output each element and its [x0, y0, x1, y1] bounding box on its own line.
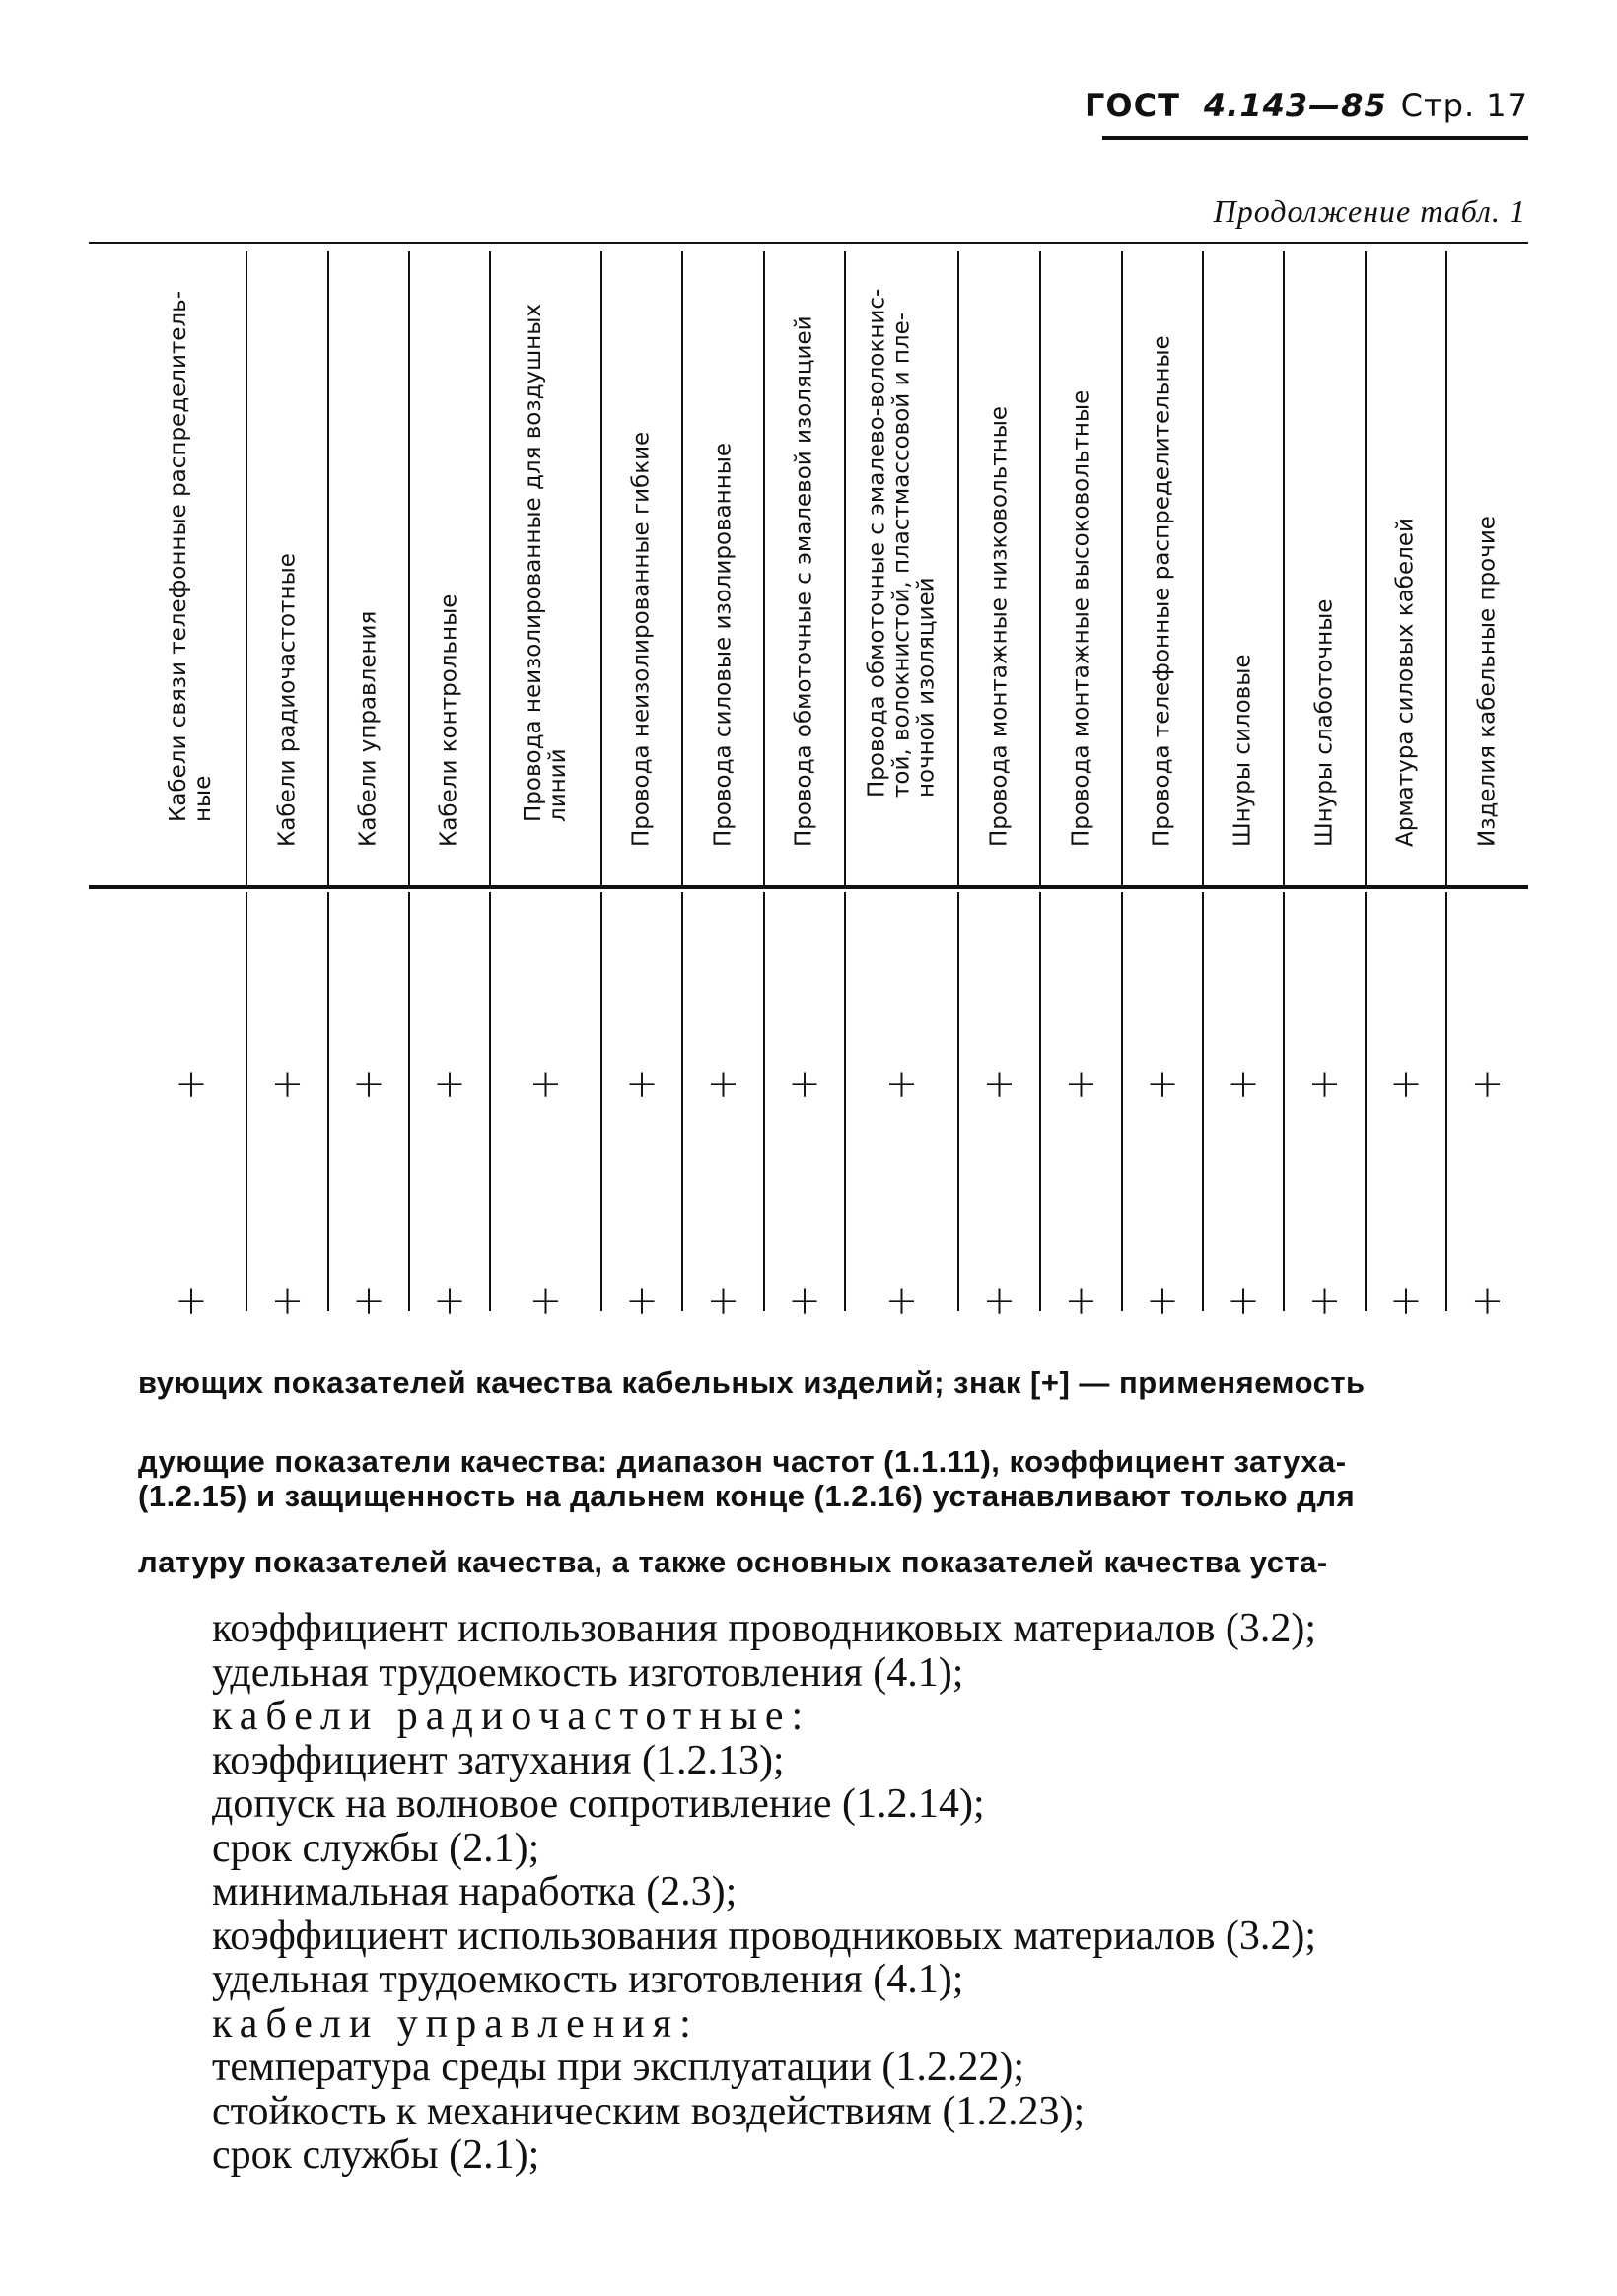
- column-header: [409, 244, 490, 885]
- applicability-mark: +: [1307, 1279, 1342, 1324]
- applicability-mark: +: [982, 1062, 1017, 1107]
- column-header-label: Кабели связи телефонные распределитель- ные: [166, 290, 216, 822]
- column-divider: [1039, 892, 1041, 1311]
- column-header: [601, 244, 682, 885]
- body-text: [212, 1607, 1523, 2178]
- header-rule: [1102, 136, 1528, 140]
- applicability-mark: +: [175, 1062, 208, 1107]
- column-divider: [763, 892, 765, 1311]
- column-divider: [1283, 892, 1285, 1311]
- applicability-mark: +: [706, 1279, 740, 1324]
- column-header: [1203, 244, 1284, 885]
- column-divider: [408, 892, 410, 1311]
- column-divider: [1365, 892, 1367, 1311]
- column-header-label: Кабели радиочастотные: [274, 553, 300, 847]
- body-line: срок службы (2.1);: [212, 1825, 540, 1871]
- applicability-mark: +: [1307, 1062, 1342, 1107]
- applicability-mark: +: [1389, 1279, 1423, 1324]
- body-line: минимальная наработка (2.3);: [212, 1869, 738, 1914]
- applicability-mark: +: [884, 1279, 919, 1324]
- column-header-label: Провода неизолированные гибкие: [628, 431, 655, 847]
- applicability-mark: +: [1470, 1279, 1505, 1324]
- column-divider: [957, 892, 959, 1311]
- column-header-label: Провода обмоточные с эмалево-волокнис- той, волокнистой, пластмассовой и пле- ночной изоляцией: [864, 288, 939, 798]
- applicability-mark: +: [433, 1279, 466, 1324]
- column-header-label: Изделия кабельные прочие: [1474, 516, 1500, 847]
- applicability-mark: +: [706, 1062, 740, 1107]
- column-header-label: Кабели управления: [355, 610, 382, 847]
- column-divider: [327, 892, 329, 1311]
- note-line-2: дующие показатели качества: диапазон частот (1.1.11), коэффициент затуха-: [138, 1444, 1347, 1479]
- body-line: коэффициент использования проводниковых материалов (3.2);: [212, 1913, 1317, 1959]
- column-header: [136, 244, 246, 885]
- column-divider: [1202, 892, 1204, 1311]
- column-divider: [1121, 892, 1123, 1311]
- applicability-mark: +: [1227, 1062, 1260, 1107]
- column-header-label: Провода обмоточные с эмалевой изоляцией: [791, 315, 817, 847]
- applicability-mark: +: [1389, 1062, 1423, 1107]
- column-header-label: Провода монтажные высоковольтные: [1068, 389, 1093, 847]
- column-header: [1122, 244, 1203, 885]
- table-header-rule: [89, 885, 1528, 889]
- continuation-label: Продолжение табл. 1: [1213, 193, 1526, 229]
- column-header: [328, 244, 409, 885]
- column-header: [246, 244, 328, 885]
- column-divider: [844, 892, 846, 1311]
- section-heading: кабели радиочастотные:: [212, 1694, 811, 1739]
- standard-code: ГОСТ: [1085, 87, 1180, 124]
- note-line-4: латуру показателей качества, а также основных показателей качества уста-: [138, 1545, 1328, 1579]
- body-line: коэффициент использования проводниковых материалов (3.2);: [212, 1606, 1317, 1651]
- note-line-1: вующих показателей качества кабельных изделий; знак [+] — применяемость: [138, 1365, 1366, 1400]
- applicability-mark: +: [528, 1062, 563, 1107]
- applicability-mark: +: [1227, 1279, 1260, 1324]
- applicability-mark: +: [625, 1279, 659, 1324]
- body-line: удельная трудоемкость изготовления (4.1);: [212, 1649, 964, 1696]
- column-header: [490, 244, 601, 885]
- page-number: Стр. 17: [1400, 87, 1529, 124]
- note-line-3: (1.2.15) и защищенность на дальнем конце (1.2.16) устанавливают только для: [138, 1479, 1356, 1513]
- column-header-label: Арматура силовых кабелей: [1392, 518, 1419, 847]
- body-line: допуск на волновое сопротивление (1.2.14);: [212, 1781, 985, 1827]
- body-line: температура среды при эксплуатации (1.2.22);: [212, 2045, 1025, 2090]
- standard-number: 4.143—85: [1203, 87, 1387, 124]
- column-header: [1284, 244, 1366, 885]
- body-line: стойкость к механическим воздействиям (1.2.23);: [212, 2088, 1086, 2134]
- column-header: [1366, 244, 1446, 885]
- column-header: [845, 244, 958, 885]
- applicability-mark: +: [270, 1062, 305, 1107]
- column-divider: [489, 892, 491, 1311]
- page-header: [1085, 87, 1533, 124]
- body-line: коэффициент затухания (1.2.13);: [212, 1737, 785, 1783]
- applicability-mark: +: [788, 1279, 821, 1324]
- section-heading: кабели управления:: [212, 2000, 699, 2047]
- applicability-mark: +: [788, 1062, 821, 1107]
- applicability-mark: +: [884, 1062, 919, 1107]
- applicability-mark: +: [270, 1279, 305, 1324]
- body-line: срок службы (2.1);: [212, 2132, 540, 2178]
- applicability-mark: +: [1064, 1062, 1098, 1107]
- applicability-mark: +: [528, 1279, 563, 1324]
- applicability-mark: +: [625, 1062, 659, 1107]
- column-divider: [246, 892, 247, 1311]
- applicability-mark: +: [1146, 1062, 1179, 1107]
- column-header: [682, 244, 764, 885]
- column-header: [958, 244, 1040, 885]
- body-line: удельная трудоемкость изготовления (4.1);: [212, 1957, 964, 2002]
- column-header-label: Шнуры силовые: [1230, 654, 1256, 847]
- column-header: [1040, 244, 1122, 885]
- applicability-mark: +: [433, 1062, 466, 1107]
- applicability-mark: +: [175, 1279, 208, 1324]
- applicability-mark: +: [1470, 1062, 1505, 1107]
- column-header-label: Провода телефонные распределительные: [1149, 335, 1175, 847]
- applicability-mark: +: [1064, 1279, 1098, 1324]
- applicability-mark: +: [982, 1279, 1017, 1324]
- column-divider: [681, 892, 683, 1311]
- column-header-label: Шнуры слаботочные: [1311, 598, 1337, 847]
- applicability-mark: +: [352, 1062, 386, 1107]
- column-header-label: Провода неизолированные для воздушных линий: [520, 304, 571, 822]
- applicability-mark: +: [1146, 1279, 1179, 1324]
- column-header: [764, 244, 845, 885]
- column-header: [1446, 244, 1528, 885]
- column-divider: [1445, 892, 1447, 1311]
- column-header-label: Провода силовые изолированные: [710, 442, 736, 847]
- column-header-label: Провода монтажные низковольтные: [986, 405, 1012, 847]
- applicability-mark: +: [352, 1279, 386, 1324]
- column-header-label: Кабели контрольные: [436, 593, 462, 847]
- column-divider: [600, 892, 602, 1311]
